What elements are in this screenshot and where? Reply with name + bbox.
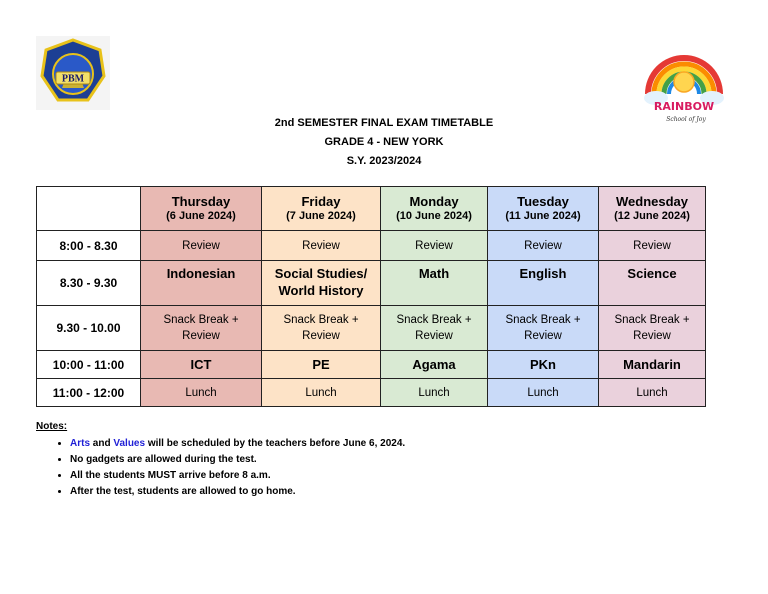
time-cell: 8:00 - 8.30 (37, 231, 141, 261)
day-header (599, 187, 706, 231)
pbm-logo-text: PBM (61, 73, 85, 85)
subject-cell: Mandarin (599, 351, 706, 379)
subject-line: World History (278, 283, 364, 298)
subject-cell: Review (141, 231, 262, 261)
time-cell: 11:00 - 12:00 (37, 379, 141, 407)
note-item (70, 436, 405, 452)
pbm-logo (36, 36, 110, 110)
corner-cell (37, 187, 141, 231)
subject-line: Snack Break + (396, 314, 472, 326)
subject-cell: PE (262, 351, 381, 379)
subject-cell: Review (488, 231, 599, 261)
subject-cell: Lunch (262, 379, 381, 407)
subject-line: Social Studies/ (274, 266, 368, 281)
subject-line: Review (415, 330, 453, 342)
note-item: • No gadgets are allowed during the test. (70, 452, 405, 468)
day-header (141, 187, 262, 231)
subject-line: Snack Break + (505, 314, 581, 326)
subject-line: Review (182, 330, 220, 342)
title-line-2: GRADE 4 - NEW YORK (324, 136, 444, 148)
note-item: • After the test, students are allowed to go home. (70, 484, 405, 500)
day-date: (6 June 2024) (166, 210, 236, 222)
subject-cell (262, 261, 381, 306)
subject-cell: Lunch (381, 379, 488, 407)
subject-cell: Review (262, 231, 381, 261)
subject-line: Indonesian (166, 266, 236, 281)
day-name: Thursday (171, 194, 231, 209)
subject-cell: Lunch (488, 379, 599, 407)
time-cell: 10:00 - 11:00 (37, 351, 141, 379)
time-cell: 9.30 - 10.00 (37, 306, 141, 351)
subject-cell (381, 261, 488, 306)
exam-timetable (36, 186, 706, 407)
notes-title: Notes: (36, 421, 68, 432)
note-values: Values (113, 438, 146, 449)
subject-line: Science (627, 266, 677, 281)
rainbow-logo-tagline: School of Joy (666, 116, 706, 123)
day-header (381, 187, 488, 231)
note-rest: will be scheduled by the teachers before June 6, 2024. (145, 438, 406, 449)
subject-line: Review (302, 330, 340, 342)
subject-cell (599, 261, 706, 306)
subject-line: Snack Break + (614, 314, 690, 326)
subject-cell: Lunch (141, 379, 262, 407)
note-and: and (90, 438, 114, 449)
day-name: Tuesday (517, 194, 569, 209)
subject-cell: Review (599, 231, 706, 261)
subject-cell: PKn (488, 351, 599, 379)
subject-cell: Review (381, 231, 488, 261)
notes-list (36, 436, 405, 500)
time-cell: 8.30 - 9.30 (37, 261, 141, 306)
subject-cell: ICT (141, 351, 262, 379)
table-header-row (37, 187, 706, 231)
title-line-1: 2nd SEMESTER FINAL EXAM TIMETABLE (274, 117, 494, 129)
subject-cell (488, 261, 599, 306)
rainbow-logo-text: RAINBOW (653, 100, 715, 113)
day-date: (7 June 2024) (286, 210, 356, 222)
subject-cell (141, 306, 262, 351)
day-name: Friday (301, 194, 341, 209)
table-row (37, 231, 706, 261)
subject-line: Review (524, 330, 562, 342)
day-name: Wednesday (615, 194, 688, 209)
subject-cell (488, 306, 599, 351)
table-row (37, 351, 706, 379)
table-row (37, 306, 706, 351)
subject-cell: Lunch (599, 379, 706, 407)
rainbow-logo (640, 42, 728, 126)
day-date: (11 June 2024) (505, 210, 581, 222)
subject-cell (262, 306, 381, 351)
day-header (262, 187, 381, 231)
day-name: Monday (409, 194, 459, 209)
title-line-3: S.Y. 2023/2024 (346, 155, 422, 167)
subject-line: Math (418, 266, 450, 281)
subject-line: English (519, 266, 567, 281)
subject-cell: Agama (381, 351, 488, 379)
subject-line: Review (633, 330, 671, 342)
day-date: (12 June 2024) (614, 210, 690, 222)
subject-cell (381, 306, 488, 351)
day-header (488, 187, 599, 231)
subject-line: Snack Break + (163, 314, 239, 326)
notes-section (36, 421, 405, 500)
subject-cell (599, 306, 706, 351)
table-row (37, 261, 706, 306)
note-arts: Arts (70, 438, 91, 449)
note-item: • All the students MUST arrive before 8 a.m. (70, 468, 405, 484)
subject-cell (141, 261, 262, 306)
subject-line: Snack Break + (283, 314, 359, 326)
table-row (37, 379, 706, 407)
day-date: (10 June 2024) (396, 210, 472, 222)
